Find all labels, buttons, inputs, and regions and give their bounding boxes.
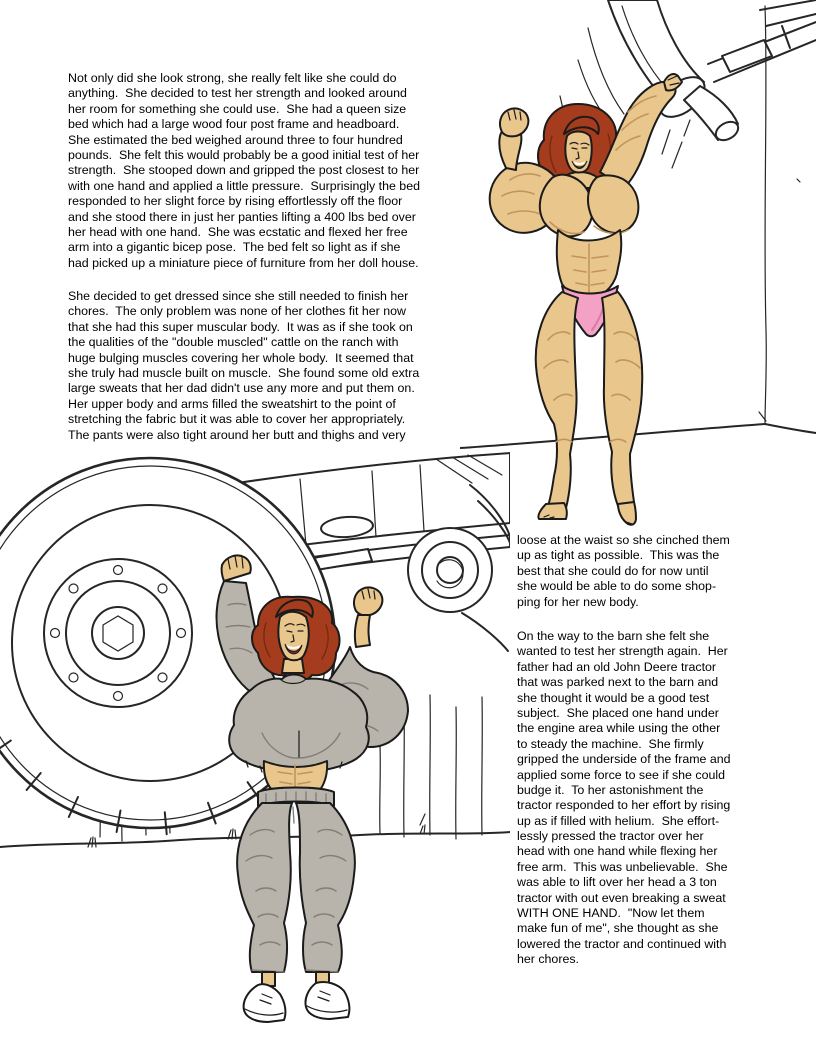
text-line: that was parked next to the barn and [517, 675, 719, 690]
text-line: she would be able to do some shop- [517, 579, 717, 594]
text-line: anything. She decided to test her strength and looked around [68, 86, 407, 101]
left-leg [536, 292, 578, 508]
text-line: WITH ONE HAND. "Now let them [517, 906, 705, 921]
text-line: budge it. To her astonishment the [517, 782, 704, 797]
text-line: gripped the underside of the frame and [517, 752, 731, 767]
right-leg [602, 292, 642, 506]
chest-right [588, 175, 638, 232]
text-line: Her upper body and arms filled the sweatshirt to the point of [68, 396, 396, 411]
text-line: father had an old John Deere tractor [517, 659, 717, 674]
text-line: loose at the waist so she cinched them [517, 533, 730, 547]
text-line: her room for something she could use. She had a queen size [68, 101, 407, 116]
text-line: pounds. She felt this would probably be a good initial test of her [68, 147, 420, 162]
text-line: make fun of me", she thought as she [517, 921, 719, 936]
text-line: and she stood there in just her panties lifting a 400 lbs bed over [68, 209, 416, 224]
text-line: that she had this super muscular body. It was as if she took on [68, 319, 413, 334]
text-line: large sweats that her dad didn't use any more and put them on. [68, 381, 415, 396]
text-line: wanted to test her strength again. Her [517, 644, 728, 659]
text-line: the engine area while using the other [517, 721, 721, 736]
paragraph-getting-dressed [68, 289, 472, 443]
bed-lift-illustration [460, 0, 816, 530]
text-line: lessly pressed the tractor over her [517, 829, 704, 844]
text-line: lowered the tractor and continued with [517, 936, 727, 951]
text-line: up as tight as possible. This was the [517, 548, 720, 563]
text-line: had picked up a miniature piece of furniture from her doll house. [68, 255, 419, 270]
text-line: On the way to the barn she felt she [517, 629, 710, 643]
right-foot [618, 502, 636, 525]
text-line: tractor with out even breaking a sweat [517, 890, 726, 905]
text-line: she truly had muscle built on muscle. She found some old extra [68, 365, 420, 380]
text-line: to steady the machine. She firmly [517, 736, 704, 751]
text-line: her chores. [517, 952, 579, 967]
paragraph-tractor-test [517, 629, 757, 968]
woman-bed-lift [490, 74, 682, 525]
text-line: The pants were also tight around her butt and thighs and very [68, 427, 406, 442]
paragraph-bed-strength-test [68, 71, 472, 271]
sweatpants-legs [237, 803, 355, 972]
text-line: strength. She stooped down and gripped the post closest to her [68, 163, 420, 178]
text-line: subject. She placed one hand under [517, 705, 719, 720]
left-foot [538, 503, 566, 519]
text-line: applied some force to see if she could [517, 767, 726, 782]
left-sneaker [244, 984, 286, 1022]
text-line: huge bulging muscles covering her whole body. It seemed that [68, 350, 414, 365]
text-line: She estimated the bed weighed around three to four hundred [68, 132, 403, 147]
text-line: head with one hand while flexing her [517, 844, 718, 859]
text-line: the qualities of the "double muscled" cattle on the ranch with [68, 335, 399, 350]
text-line: ping for her new body. [517, 594, 639, 609]
wrist [355, 615, 370, 647]
tractor-lift-illustration [0, 445, 510, 1035]
text-line: her head with one hand. She was ecstatic and flexed her free [68, 224, 408, 239]
text-line: was able to lift over her head a 3 ton [517, 875, 717, 890]
paragraph-cinched-waist [517, 533, 752, 610]
text-line: chores. The only problem was none of her clothes fit her now [68, 304, 406, 319]
text-line: up as if filled with helium. She effort- [517, 813, 720, 828]
text-line: arm into a gigantic bicep pose. The bed felt so light as if she [68, 240, 401, 255]
text-line: She decided to get dressed since she still needed to finish her [68, 289, 409, 303]
text-line: with one hand and applied a little pressure. Surprisingly the bed [68, 178, 420, 193]
wheel-hub [44, 559, 192, 707]
text-line: responded to her slight force by rising effortlessly off the floor [68, 194, 403, 209]
text-line: stretching the fabric but it was able to cover her appropriately. [68, 412, 406, 427]
text-line: tractor responded to her effort by rising [517, 798, 731, 813]
text-line: best that she could do for now until [517, 563, 709, 578]
sneakers [244, 982, 350, 1022]
text-line: free arm. This was unbelievable. She [517, 859, 728, 874]
text-line: bed which had a large wood four post frame and headboard. [68, 117, 400, 132]
text-line: Not only did she look strong, she really felt like she could do [68, 71, 397, 85]
text-line: she thought it would be a good test [517, 690, 710, 705]
